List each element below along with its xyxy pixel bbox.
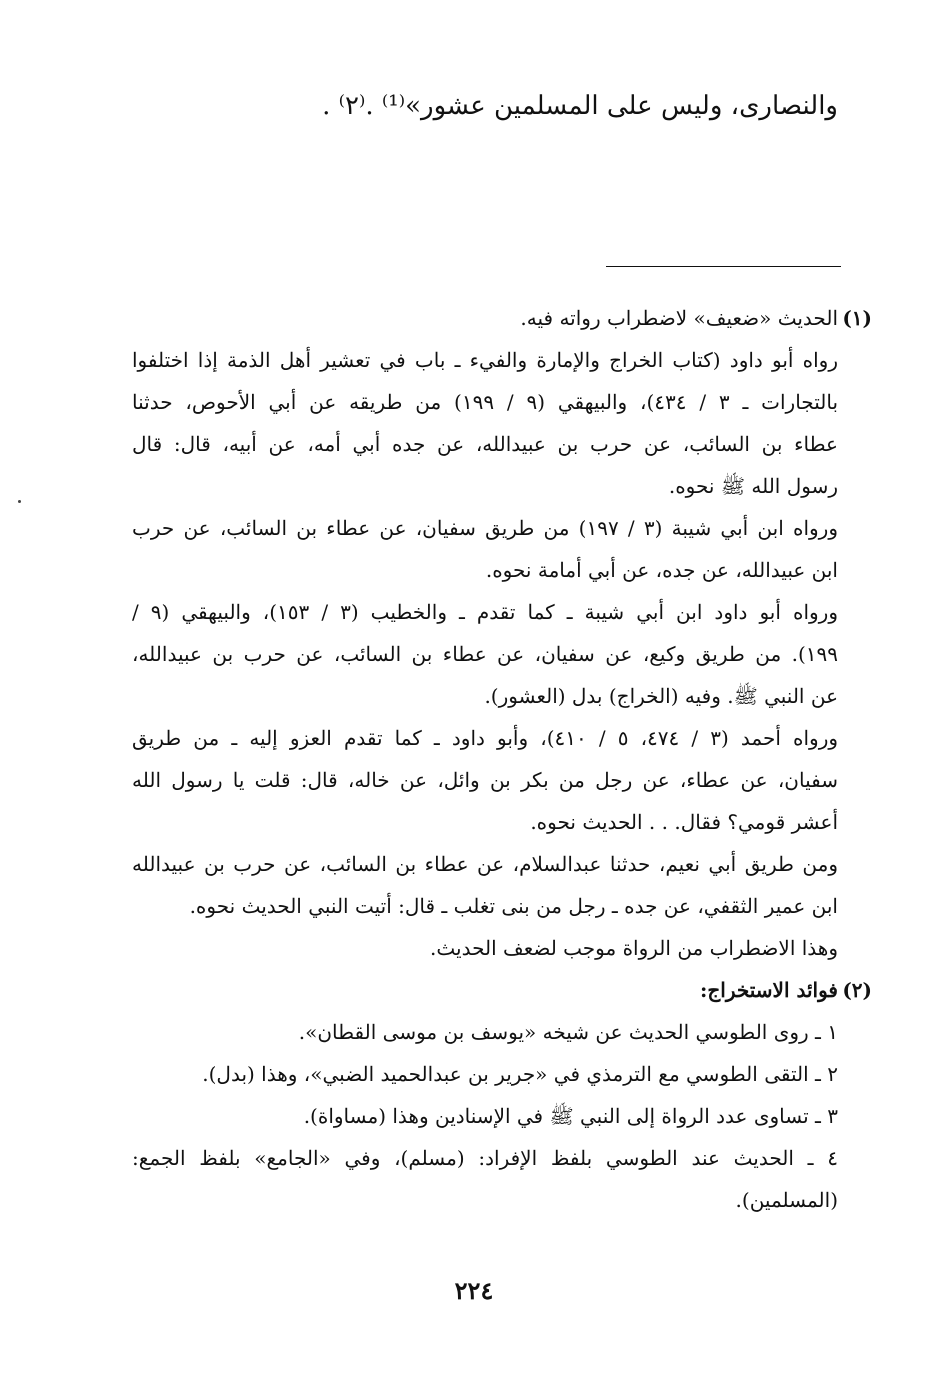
footnote-1-text: الحديث «ضعيف» لاضطراب رواته فيه. bbox=[520, 306, 838, 330]
footnote-line: ٢ ـ التقى الطوسي مع الترمذي في «جرير بن عبدالحميد الضبي»، وهذا (بدل). bbox=[202, 1062, 838, 1086]
footnote-2-line bbox=[132, 969, 872, 1011]
main-text: والنصارى، وليس على المسلمين عشور»⁽¹⁾ .⁽٢⁾ . bbox=[322, 91, 838, 121]
scan-speck bbox=[18, 500, 21, 503]
footnote-line: عطاء بن السائب، عن حرب بن عبيدالله، عن جده أبي أمه، عن أبيه، قال: قال bbox=[132, 432, 838, 456]
page-number: ٢٢٤ bbox=[454, 1276, 494, 1305]
footnote-line: ٣ ـ تساوى عدد الرواة إلى النبي ﷺ في الإسنادين وهذا (مساواة). bbox=[303, 1104, 838, 1128]
footnotes bbox=[132, 297, 872, 1221]
footnote-line: ومن طريق أبي نعيم، حدثنا عبدالسلام، عن عطاء بن السائب، عن حرب بن عبيدالله bbox=[132, 852, 838, 876]
footnote-line: رسول الله ﷺ نحوه. bbox=[668, 474, 838, 498]
footnote-2-number: (٢) bbox=[842, 978, 872, 1002]
footnote-line: ١٩٩). من طريق وكيع، عن سفيان، عن عطاء بن السائب، عن حرب بن عبيدالله، bbox=[132, 642, 838, 666]
footnote-line: ٤ ـ الحديث عند الطوسي بلفظ الإفراد: (مسلم)، وفي «الجامع» بلفظ الجمع: bbox=[132, 1146, 838, 1170]
footnote-line: رواه أبو داود (كتاب الخراج والإمارة والفيء ـ باب في تعشير أهل الذمة إذا اختلفوا bbox=[132, 348, 838, 372]
footnote-1-number: (١) bbox=[842, 306, 872, 330]
footnote-line: عن النبي ﷺ. وفيه (الخراج) بدل (العشور). bbox=[484, 684, 838, 708]
footnote-line: وهذا الاضطراب من الرواة موجب لضعف الحديث. bbox=[430, 936, 838, 960]
footnote-line: بالتجارات ـ ٣ / ٤٣٤)، والبيهقي (٩ / ١٩٩) من طريقه عن أبي الأحوص، حدثنا bbox=[132, 390, 839, 414]
footnote-line: ورواه أحمد (٣ / ٤٧٤، ٥ / ٤١٠)، وأبو داود ـ كما تقدم العزو إليه ـ من طريق bbox=[132, 726, 839, 750]
footnote-line: ورواه ابن أبي شيبة (٣ / ١٩٧) من طريق سفيان، عن عطاء بن السائب، عن حرب bbox=[132, 516, 838, 540]
footnote-line: ١ ـ روى الطوسي الحديث عن شيخه «يوسف بن موسى القطان». bbox=[298, 1020, 838, 1044]
footnote-1-line bbox=[132, 297, 872, 339]
footnote-separator bbox=[606, 266, 841, 267]
footnote-line: ابن عبيدالله، عن جده، عن أبي أمامة نحوه. bbox=[485, 558, 838, 582]
footnote-line: ورواه أبو داود ابن أبي شيبة ـ كما تقدم ـ والخطيب (٣ / ١٥٣)، والبيهقي (٩ / bbox=[132, 600, 838, 624]
footnote-line: ابن عمير الثقفي، عن جده ـ رجل من بنى تغلب ـ قال: أتيت النبي الحديث نحوه. bbox=[189, 894, 838, 918]
footnote-2-heading: فوائد الاستخراج: bbox=[699, 978, 838, 1002]
footnote-line: (المسلمين). bbox=[735, 1188, 838, 1212]
footnote-line: سفيان، عن عطاء، عن رجل من بكر بن وائل، عن خاله، قال: قلت يا رسول الله bbox=[132, 768, 838, 792]
footnote-line: أعشر قومي؟ فقال. . . الحديث نحوه. bbox=[530, 810, 838, 834]
